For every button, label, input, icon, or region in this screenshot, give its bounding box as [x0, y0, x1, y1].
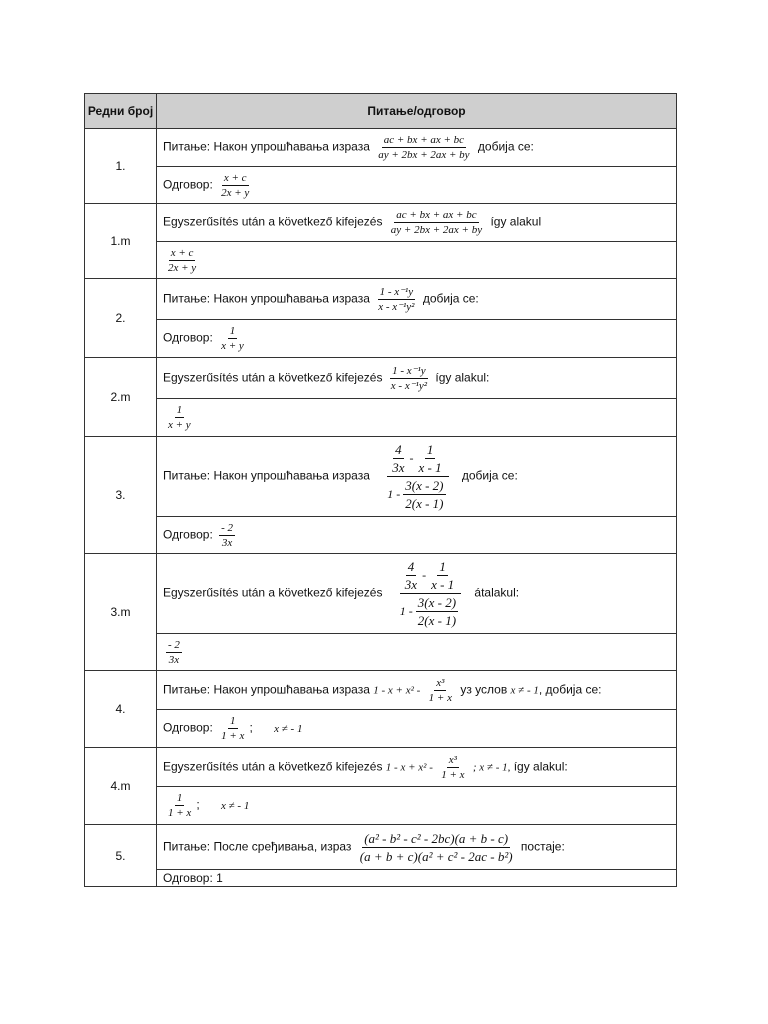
row-number: 4.: [85, 671, 157, 748]
answer-fraction: $\frac{- 2}{3x}$: [221, 521, 234, 549]
condition-expression: ; x ≠ - 1,: [472, 761, 511, 774]
question-suffix: így alakul:: [435, 370, 490, 385]
question-expression-lead: 1 - x + x² -: [373, 684, 421, 697]
header-question-answer: Питање/одговор: [157, 94, 677, 129]
question-text: Питање: Након упрошћавања израза: [163, 468, 370, 483]
answer-cell: [157, 634, 677, 671]
question-suffix: добија се:: [422, 291, 479, 306]
question-row: [85, 671, 677, 710]
question-row: [85, 204, 677, 242]
question-suffix: постаје:: [520, 839, 565, 854]
answer-label: Одговор:: [163, 527, 213, 542]
question-text: Питање: После сређивања, израз: [163, 839, 352, 854]
question-text: Egyszerűsítés után a következő kifejezés: [163, 585, 383, 600]
question-cell: [157, 204, 677, 242]
answer-fraction: $\frac{x + c}{2x + y}$: [168, 246, 197, 274]
question-cell: [157, 129, 677, 167]
question-row: [85, 358, 677, 399]
row-number: 2.: [85, 279, 157, 358]
question-fraction: $\frac{\text{1 - x⁻¹y}}{\text{x - x⁻¹y²}}$: [390, 364, 428, 392]
question-text: Питање: Након упрошћавања израза: [163, 682, 370, 697]
answer-fraction: $\frac{1}{1 + x}$: [168, 792, 192, 819]
row-number: 5.: [85, 825, 157, 887]
answer-fraction: $\frac{1}{x + y}$: [168, 404, 191, 431]
row-number: 1.m: [85, 204, 157, 279]
condition-expression: x ≠ - 1: [510, 684, 539, 697]
answer-condition: x ≠ - 1: [274, 722, 303, 735]
answer-row: [85, 634, 677, 671]
question-text: Питање: Након упрошћавања израза: [163, 139, 370, 154]
question-row: [85, 825, 677, 870]
condition-label: уз услов: [460, 682, 508, 697]
row-number: 3.: [85, 437, 157, 554]
answer-cell: Одговор: $\frac{1}{1 + x}$ ; x ≠ - 1: [157, 710, 677, 748]
question-row: [85, 129, 677, 167]
question-text: Egyszerűsítés után a következő kifejezés: [163, 759, 383, 774]
answer-cell: [157, 242, 677, 279]
row-number: 1.: [85, 129, 157, 204]
question-fraction: $\frac{\text{(a² - b² - c² - 2bc)(a + b - c)}}{\text{(a + b + c)(a² + c² - 2ac - b²)}}$: [359, 830, 513, 864]
question-row: [85, 748, 677, 787]
answer-row: [85, 870, 677, 887]
question-suffix: így alakul:: [513, 759, 568, 774]
answer-fraction: $\frac{1}{x + y}$: [221, 325, 244, 352]
answer-row: [85, 242, 677, 279]
answer-label: Одговор:: [163, 720, 213, 735]
question-suffix: , добија се:: [538, 682, 602, 697]
answer-cell: [157, 320, 677, 358]
answer-label: Одговор:: [163, 177, 213, 192]
question-row: [85, 279, 677, 320]
table-header-row: [85, 94, 677, 129]
answer-row: [85, 787, 677, 825]
question-cell: [157, 671, 677, 710]
question-fraction: $\frac{\text{x³}}{1 + x}$: [441, 753, 465, 781]
answer-cell: $\frac{1}{1 + x}$ ; x ≠ - 1: [157, 787, 677, 825]
complex-fraction: $\frac{4}{3x}$ - $\frac{1}{x - 1}$ 1 - $\frac{3(x - 2)}{2(x - 1)}$: [387, 442, 448, 511]
question-fraction: $\frac{ac + bx + ax + bc}{ay + 2bx + 2ax + by}$: [390, 209, 483, 236]
question-text: Egyszerűsítés után a következő kifejezés: [163, 370, 383, 385]
row-number: 4.m: [85, 748, 157, 825]
row-number: 3.m: [85, 554, 157, 671]
answer-fraction: $\frac{x + c}{2x + y}$: [221, 171, 250, 199]
question-suffix: így alakul: [490, 214, 542, 229]
answer-fraction: $\frac{- 2}{3x}$: [168, 638, 180, 666]
question-cell: [157, 358, 677, 399]
answer-condition: x ≠ - 1: [220, 799, 250, 812]
question-fraction: $\frac{\text{x³}}{1 + x}$: [428, 676, 452, 704]
answer-cell: [157, 167, 677, 204]
question-text: Питање: Након упрошћавања израза: [163, 291, 370, 306]
question-expression-lead: 1 - x + x² -: [385, 761, 433, 774]
question-suffix: добија се:: [477, 139, 534, 154]
header-number: Редни број: [85, 94, 157, 129]
answer-cell: Одговор: 1: [157, 870, 677, 887]
question-text: Egyszerűsítés után a következő kifejezés: [163, 214, 383, 229]
question-cell: [157, 554, 677, 634]
answer-row: [85, 517, 677, 554]
answer-fraction: $\frac{1}{1 + x}$: [221, 715, 245, 742]
answer-label: Одговор:: [163, 330, 213, 345]
question-cell: [157, 748, 677, 787]
question-suffix: добија се:: [461, 468, 518, 483]
answer-row: [85, 167, 677, 204]
answer-cell: [157, 399, 677, 437]
question-cell: [157, 279, 677, 320]
answer-row: [85, 320, 677, 358]
qa-table: [84, 93, 677, 887]
row-number: 2.m: [85, 358, 157, 437]
question-fraction: $\frac{ac + bx + ax + bc}{ay + 2bx + 2ax + by}$: [378, 134, 470, 161]
question-cell: [157, 437, 677, 517]
answer-cell: [157, 517, 677, 554]
question-suffix: átalakul:: [474, 585, 520, 600]
question-row: [85, 437, 677, 517]
complex-fraction: $\frac{4}{3x}$ - $\frac{1}{x - 1}$ 1 - $\frac{3(x - 2)}{2(x - 1)}$: [400, 559, 461, 628]
answer-row: [85, 710, 677, 748]
question-fraction: $\frac{\text{1 - x⁻¹y}}{\text{x - x⁻¹y²}}$: [378, 285, 415, 313]
answer-row: [85, 399, 677, 437]
question-cell: [157, 825, 677, 870]
question-row: [85, 554, 677, 634]
